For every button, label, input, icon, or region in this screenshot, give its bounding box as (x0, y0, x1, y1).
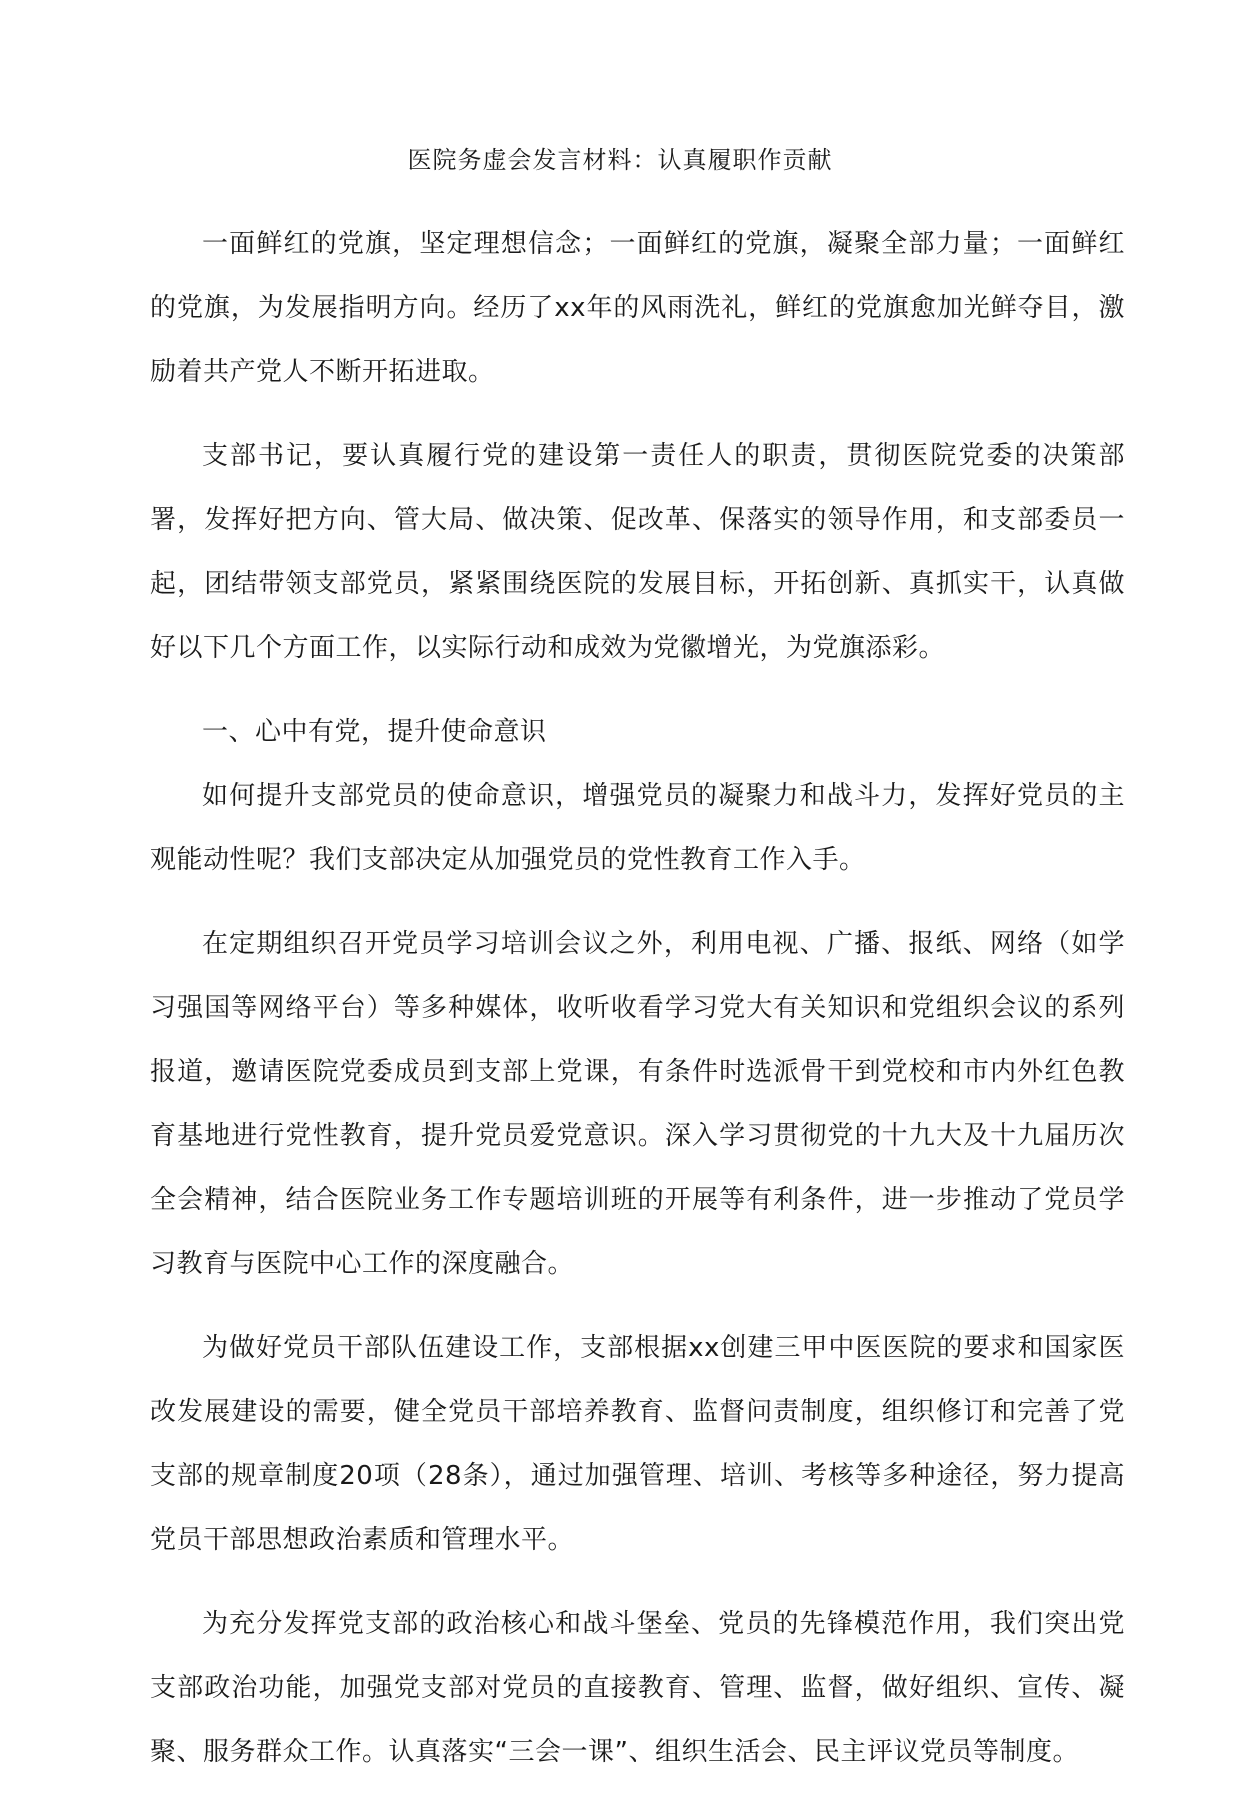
paragraph-1: 一面鲜红的党旗，坚定理想信念；一面鲜红的党旗，凝聚全部力量；一面鲜红的党旗，为发展指明方向。经历了xx年的风雨洗礼，鲜红的党旗愈加光鲜夺目，激励着共产党人不断开拓进取。 (150, 229, 1125, 387)
paragraph-2: 支部书记，要认真履行党的建设第一责任人的职责，贯彻医院党委的决策部署，发挥好把方向、管大局、做决策、促改革、保落实的领导作用，和支部委员一起，团结带领支部党员，紧紧围绕医院的发展目标，开拓创新、真抓实干，认真做好以下几个方面工作，以实际行动和成效为党徽增光，为党旗添彩。 (150, 441, 1125, 663)
paragraph-4: 在定期组织召开党员学习培训会议之外，利用电视、广播、报纸、网络（如学习强国等网络平台）等多种媒体，收听收看学习党大有关知识和党组织会议的系列报道，邀请医院党委成员到支部上党课，有条件时选派骨干到党校和市内外红色教育基地进行党性教育，提升党员爱党意识。深入学习贯彻党的十九大及十九届历次全会精神，结合医院业务工作专题培训班的开展等有利条件，进一步推动了党员学习教育与医院中心工作的深度融合。 (150, 929, 1125, 1279)
section-heading-1: 一、心中有党，提升使命意识 (202, 717, 547, 747)
paragraph-3: 如何提升支部党员的使命意识，增强党员的凝聚力和战斗力，发挥好党员的主观能动性呢？我们支部决定从加强党员的党性教育工作入手。 (150, 781, 1125, 875)
document-title: 医院务虚会发言材料：认真履职作贡献 (407, 146, 833, 174)
paragraph-5: 为做好党员干部队伍建设工作，支部根据xx创建三甲中医医院的要求和国家医改发展建设的需要，健全党员干部培养教育、监督问责制度，组织修订和完善了党支部的规章制度20项（28条），通过加强管理、培训、考核等多种途径，努力提高党员干部思想政治素质和管理水平。 (150, 1333, 1125, 1555)
paragraph-6: 为充分发挥党支部的政治核心和战斗堡垒、党员的先锋模范作用，我们突出党支部政治功能，加强党支部对党员的直接教育、管理、监督，做好组织、宣传、凝聚、服务群众工作。认真落实“三会一课”、组织生活会、民主评议党员等制度。 (150, 1609, 1125, 1767)
document-body (150, 212, 1125, 1804)
